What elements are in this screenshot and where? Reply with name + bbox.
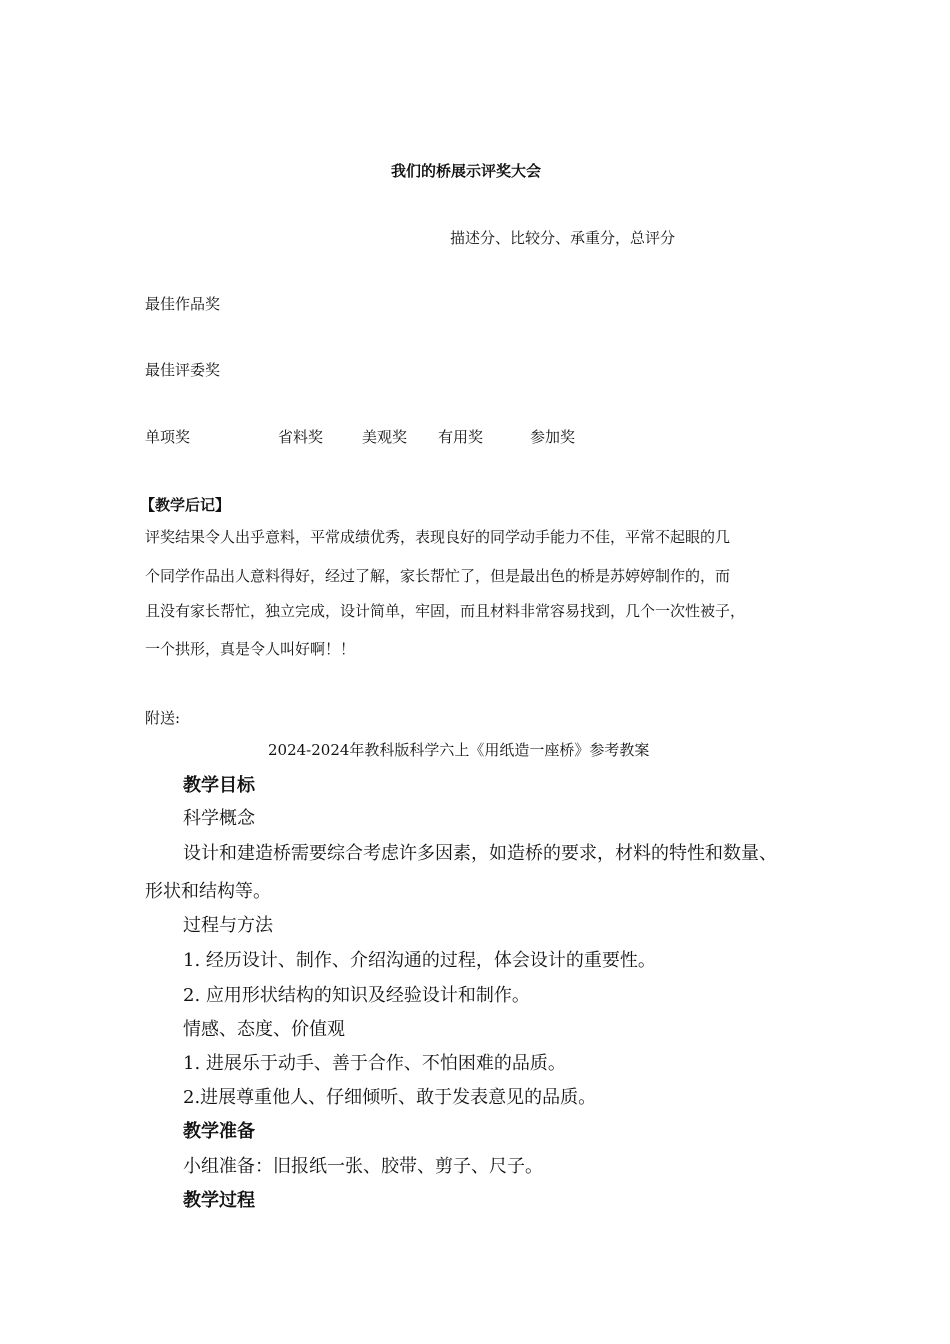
award-item: 有用奖 [438, 428, 484, 446]
process-heading: 过程与方法 [183, 915, 273, 936]
prep-text: 小组准备：旧报纸一张、胶带、剪子、尺子。 [183, 1156, 543, 1177]
award-best-work: 最佳作品奖 [145, 295, 221, 313]
single-awards-label: 单项奖 [145, 428, 191, 446]
page-title: 我们的桥展示评奖大会 [391, 162, 542, 180]
award-item: 美观奖 [362, 428, 408, 446]
postscript-line: 个同学作品出人意料得好，经过了解，家长帮忙了，但是最出色的桥是苏婷婷制作的，而 [145, 567, 731, 585]
concept-text: 形状和结构等。 [145, 881, 271, 902]
award-best-judge: 最佳评委奖 [145, 361, 221, 379]
postscript-line: 且没有家长帮忙，独立完成，设计简单，牢固，而且材料非常容易找到，几个一次性被子， [145, 602, 746, 620]
prep-heading: 教学准备 [183, 1121, 255, 1142]
science-concept-heading: 科学概念 [183, 808, 255, 829]
postscript-heading: 【教学后记】 [140, 496, 231, 514]
attitude-heading: 情感、态度、价值观 [183, 1019, 345, 1040]
award-item: 省料奖 [278, 428, 324, 446]
postscript-line: 一个拱形，真是令人叫好啊！！ [145, 640, 356, 658]
objectives-heading: 教学目标 [183, 775, 255, 796]
attitude-item: 1. 进展乐于动手、善于合作、不怕困难的品质。 [183, 1053, 566, 1074]
appendix-label: 附送: [145, 709, 181, 727]
process-section-heading: 教学过程 [183, 1190, 255, 1211]
award-item: 参加奖 [530, 428, 576, 446]
concept-text: 设计和建造桥需要综合考虑许多因素，如造桥的要求，材料的特性和数量、 [183, 843, 777, 864]
appendix-title: 2024-2024年教科版科学六上《用纸造一座桥》参考教案 [268, 741, 650, 759]
postscript-line: 评奖结果令人出乎意料，平常成绩优秀，表现良好的同学动手能力不佳，平常不起眼的几 [145, 528, 731, 546]
attitude-item: 2.进展尊重他人、仔细倾听、敢于发表意见的品质。 [183, 1087, 597, 1108]
process-item: 2. 应用形状结构的知识及经验设计和制作。 [183, 985, 530, 1006]
scoring-criteria: 描述分、比较分、承重分，总评分 [450, 229, 676, 247]
process-item: 1. 经历设计、制作、介绍沟通的过程，体会设计的重要性。 [183, 950, 656, 971]
